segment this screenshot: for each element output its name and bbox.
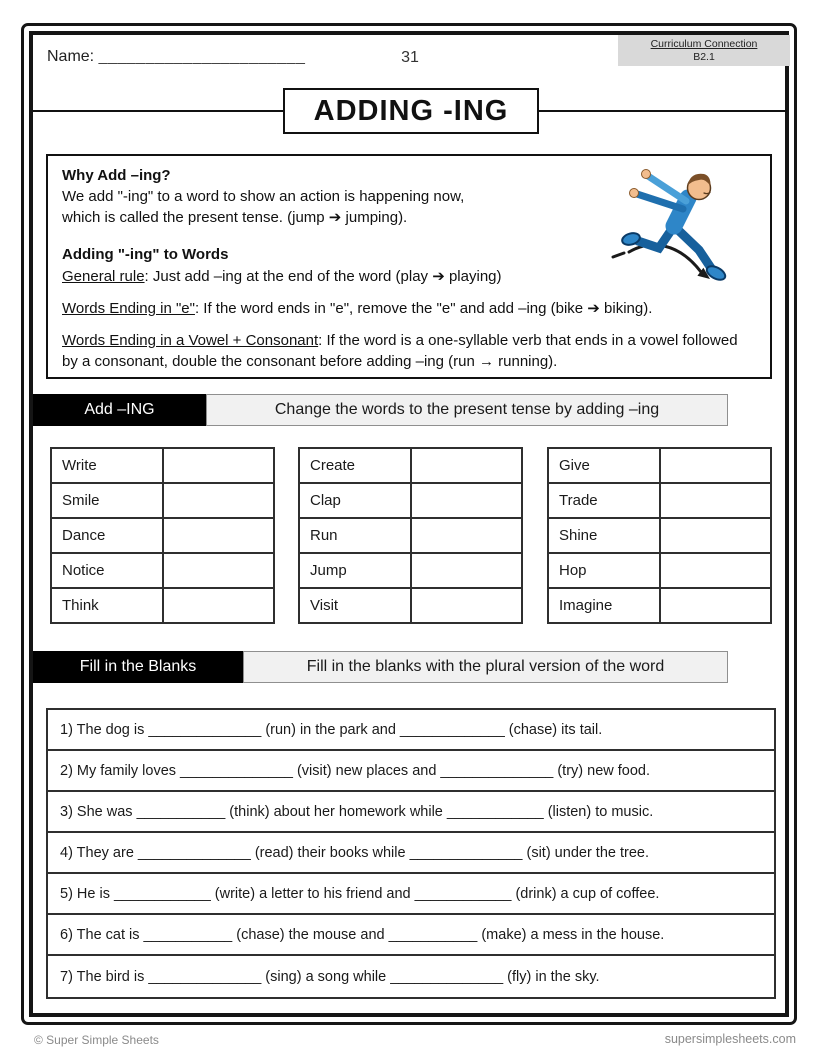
name-label: Name: [47,48,95,65]
answer-cell[interactable] [163,518,274,553]
section-tab-add-ing: Add –ING [33,394,206,426]
table-row [548,588,771,623]
rule-general-label: General rule [62,268,145,285]
word-cell: Imagine [548,588,660,623]
rule-vowel-consonant-label: Words Ending in a Vowel + Consonant [62,332,319,349]
sentence-row: 4) They are ______________ (read) their books while ______________ (sit) under the tree. [48,833,774,874]
table-row [299,553,522,588]
answer-cell[interactable] [660,588,771,623]
page-number: 31 [401,49,419,66]
rule-general-text: : Just add –ing at the end of the word (play ➔ playing) [144,268,502,285]
sentence-row: 1) The dog is ______________ (run) in the park and _____________ (chase) its tail. [48,710,774,751]
word-cell: Smile [51,483,163,518]
answer-cell[interactable] [660,483,771,518]
answer-cell[interactable] [411,448,522,483]
word-cell: Give [548,448,660,483]
motion-arrow-icon [613,253,624,257]
info-paragraph-line2: which is called the present tense. (jump ➔ jumping). [62,209,408,226]
word-cell: Hop [548,553,660,588]
rule-ending-e-label: Words Ending in "e" [62,300,195,317]
rule-vowel-consonant-text: : If the word is a one-syllable verb that ends in a vowel followed by a consonant, double the consonant before adding –ing (run → running). [62,332,738,370]
table-row [51,553,274,588]
jumping-boy-illustration [610,160,762,292]
table-row [51,448,274,483]
table-row [299,588,522,623]
rules-info-box [46,154,772,379]
word-cell: Jump [299,553,411,588]
website-link[interactable]: supersimplesheets.com [664,1032,796,1046]
table-row [548,448,771,483]
sentence-row: 7) The bird is ______________ (sing) a song while ______________ (fly) in the sky. [60,968,600,985]
sentence-row: 5) He is ____________ (write) a letter to his friend and ____________ (drink) a cup of coffee. [48,874,774,915]
curriculum-code: B2.1 [693,50,715,63]
word-cell: Run [299,518,411,553]
info-heading-why: Why Add –ing? [62,167,171,184]
word-cell: Clap [299,483,411,518]
answer-cell[interactable] [163,553,274,588]
word-cell: Trade [548,483,660,518]
word-cell: Write [51,448,163,483]
sentences-table [46,708,776,999]
answer-cell[interactable] [660,553,771,588]
word-cell: Create [299,448,411,483]
answer-cell[interactable] [411,483,522,518]
table-row [51,518,274,553]
word-table-2 [298,447,523,624]
curriculum-title: Curriculum Connection [650,38,758,50]
table-row [299,518,522,553]
rule-ending-e-text: : If the word ends in "e", remove the "e" and add –ing (bike ➔ biking). [194,300,653,317]
answer-cell[interactable] [411,553,522,588]
sentence-row: 2) My family loves ______________ (visit) new places and ______________ (try) new food. [48,751,774,792]
rule-vowel-consonant [62,330,756,372]
sentence-row: 3) She was ___________ (think) about her homework while ____________ (listen) to music. [48,792,774,833]
word-cell: Notice [51,553,163,588]
name-blank-line[interactable]: ______________________ [98,48,306,65]
word-cell: Think [51,588,163,623]
table-row [51,588,274,623]
word-table-3 [547,447,772,624]
sentence-row: 6) The cat is ___________ (chase) the mouse and ___________ (make) a mess in the house. [48,915,774,956]
answer-cell[interactable] [411,518,522,553]
info-paragraph-line1: We add "-ing" to a word to show an action is happening now, [62,188,465,205]
answer-cell[interactable] [163,448,274,483]
answer-cell[interactable] [660,448,771,483]
page-title: ADDING -ING [283,88,539,134]
word-cell: Dance [51,518,163,553]
section-instruction-fill-blanks: Fill in the blanks with the plural version of the word [243,651,728,683]
section-instruction-add-ing: Change the words to the present tense by adding –ing [206,394,728,426]
word-table-1 [50,447,275,624]
answer-cell[interactable] [163,483,274,518]
rule-ending-e [62,298,756,319]
answer-cell[interactable] [660,518,771,553]
answer-cell[interactable] [163,588,274,623]
table-row [548,553,771,588]
curriculum-connection-box [618,35,790,66]
table-row [299,483,522,518]
answer-cell[interactable] [411,588,522,623]
word-cell: Shine [548,518,660,553]
table-row [548,518,771,553]
section-tab-fill-blanks: Fill in the Blanks [33,651,243,683]
table-row [51,483,274,518]
info-heading-adding: Adding "-ing" to Words [62,246,229,263]
table-row [299,448,522,483]
copyright-text: © Super Simple Sheets [34,1033,159,1047]
table-row [548,483,771,518]
word-cell: Visit [299,588,411,623]
